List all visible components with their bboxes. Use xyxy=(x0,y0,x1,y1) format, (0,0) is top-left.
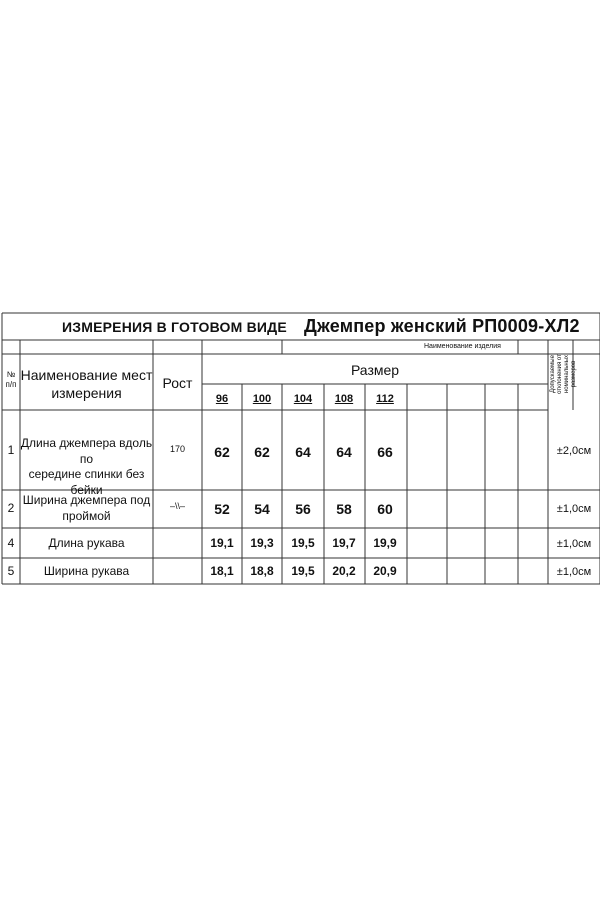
row-value: 62 xyxy=(214,444,230,460)
size-header: 108 xyxy=(334,393,354,405)
row-num: 2 xyxy=(7,501,15,515)
row-value: 64 xyxy=(295,444,311,460)
row-value: 19,1 xyxy=(210,536,234,550)
row-value: 66 xyxy=(377,444,393,460)
row-value: 62 xyxy=(254,444,270,460)
row-value: 20,2 xyxy=(332,564,356,578)
row-name: Ширина джемпера под проймой xyxy=(22,493,151,523)
row-num: 4 xyxy=(7,536,15,550)
row-value: 64 xyxy=(336,444,352,460)
row-num: 5 xyxy=(7,564,15,578)
size-header: 96 xyxy=(215,393,229,405)
header-measurement-name: Наименование мест измерения xyxy=(20,367,153,402)
size-header: 104 xyxy=(293,393,313,405)
product-caption: Наименование изделия xyxy=(424,343,501,350)
row-name: Длина джемпера вдоль по середине спинки без бейки xyxy=(20,436,153,497)
row-value: 19,3 xyxy=(250,536,274,550)
header-height: Рост xyxy=(162,375,193,391)
document-title: ИЗМЕРЕНИЯ В ГОТОВОМ ВИДЕ xyxy=(62,319,287,335)
row-value: 54 xyxy=(254,501,270,517)
row-height: 170 xyxy=(169,444,186,454)
header-size: Размер xyxy=(350,362,400,378)
row-value: 56 xyxy=(295,501,311,517)
product-name: Джемпер женский РП0009-ХЛ2 xyxy=(304,316,580,336)
row-value: 60 xyxy=(377,501,393,517)
row-tolerance: ±1,0см xyxy=(556,566,592,578)
row-height: –\\– xyxy=(169,501,185,511)
row-value: 18,1 xyxy=(210,564,234,578)
row-tolerance: ±2,0см xyxy=(556,445,592,457)
row-tolerance: ±1,0см xyxy=(556,538,592,550)
row-value: 52 xyxy=(214,501,230,517)
size-header: 112 xyxy=(376,393,394,405)
row-value: 19,5 xyxy=(291,536,315,550)
row-value: 19,5 xyxy=(291,564,315,578)
row-name: Длина рукава xyxy=(48,536,125,550)
row-value: 58 xyxy=(336,501,352,517)
row-value: 19,9 xyxy=(373,536,397,550)
header-tolerance: Допускаемые отклонения от номинальных размеров xyxy=(550,354,577,394)
row-num: 1 xyxy=(7,443,15,457)
size-header: 100 xyxy=(252,393,272,405)
header-num: № п/п xyxy=(5,370,17,390)
row-tolerance: ±1,0см xyxy=(556,503,592,515)
row-value: 20,9 xyxy=(373,564,397,578)
row-name: Ширина рукава xyxy=(43,564,130,578)
row-value: 19,7 xyxy=(332,536,356,550)
row-value: 18,8 xyxy=(250,564,274,578)
